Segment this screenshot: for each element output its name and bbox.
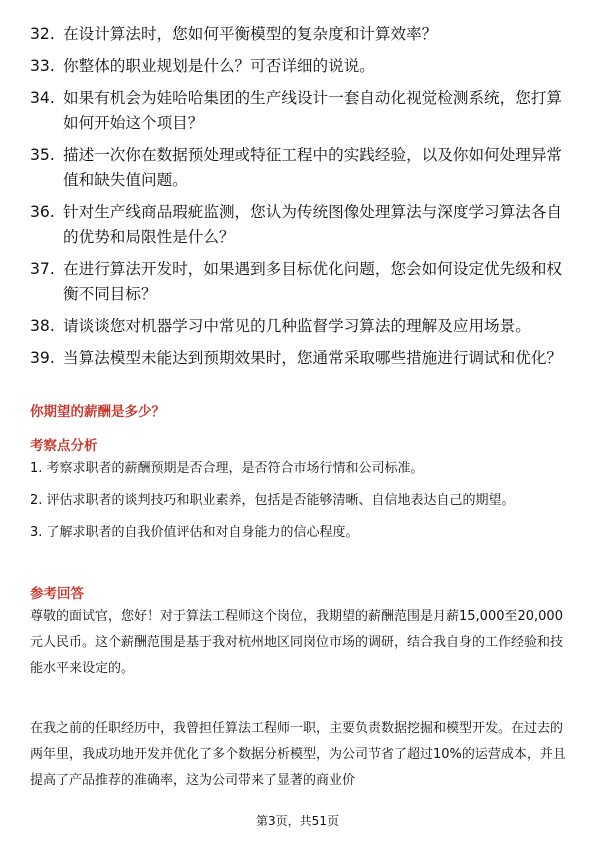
question-text: 在进行算法开发时，如果遇到多目标优化问题，您会如何设定优先级和权衡不同目标？ (63, 260, 563, 303)
reference-heading: 参考回答 (30, 586, 84, 602)
question-number: 34. (30, 89, 55, 107)
question-text: 针对生产线商品瑕疵监测，您认为传统图像处理算法与深度学习算法各自的优势和局限性是什么？ (63, 203, 563, 246)
question-list (30, 22, 570, 378)
question-text: 当算法模型未能达到预期效果时，您通常采取哪些措施进行调试和优化？ (63, 349, 563, 367)
page-footer: 第3页，共51页 (256, 814, 339, 828)
question-text: 如果有机会为娃哈哈集团的生产线设计一套自动化视觉检测系统，您打算如何开始这个项目？ (63, 89, 563, 132)
analysis-point: 3. 了解求职者的自我价值评估和对自身能力的信心程度。 (30, 525, 359, 540)
question-item (30, 346, 570, 371)
reference-paragraph: 尊敬的面试官，您好！对于算法工程师这个岗位，我期望的薪酬范围是月薪15,000至20,000元人民币。这个薪酬范围是基于我对杭州地区同岗位市场的调研，结合我自身的工作经验和技能水平来设定的。 (30, 609, 564, 676)
question-item (30, 200, 570, 250)
question-number: 32. (30, 25, 55, 43)
analysis-point: 1. 考察求职者的薪酬预期是否合理，是否符合市场行情和公司标准。 (30, 461, 424, 476)
question-item (30, 143, 570, 193)
question-number: 33. (30, 57, 55, 75)
analysis-points (30, 456, 570, 546)
question-text: 你整体的职业规划是什么？可否详细的说说。 (63, 57, 375, 75)
analysis-heading: 考察点分析 (30, 438, 98, 454)
question-item (30, 257, 570, 307)
question-item (30, 22, 570, 47)
analysis-point: 2. 评估求职者的谈判技巧和职业素养，包括是否能够清晰、自信地表达自己的期望。 (30, 493, 515, 508)
question-text: 请谈谈您对机器学习中常见的几种监督学习算法的理解及应用场景。 (63, 317, 531, 335)
question-number: 35. (30, 146, 55, 164)
salary-question-heading: 你期望的薪酬是多少？ (30, 404, 165, 420)
question-item (30, 314, 570, 339)
question-item (30, 86, 570, 136)
question-text: 描述一次你在数据预处理或特征工程中的实践经验，以及你如何处理异常值和缺失值问题。 (63, 146, 563, 189)
question-number: 39. (30, 349, 55, 367)
question-text: 在设计算法时，您如何平衡模型的复杂度和计算效率？ (63, 25, 438, 43)
question-number: 37. (30, 260, 55, 278)
question-number: 38. (30, 317, 55, 335)
question-item (30, 54, 570, 79)
reference-paragraph: 在我之前的任职经历中，我曾担任算法工程师一职，主要负责数据挖掘和模型开发。在过去的两年里，我成功地开发并优化了多个数据分析模型，为公司节省了超过10%的运营成本，并且提高了产品推荐的准确率，这为公司带来了显著的商业价 (30, 721, 566, 788)
question-number: 36. (30, 203, 55, 221)
